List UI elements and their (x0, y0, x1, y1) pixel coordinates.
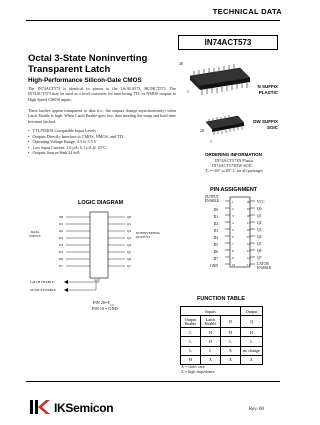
pin-4-label: D2 (213, 222, 218, 226)
pin-14-label: Q5 (257, 242, 262, 246)
pin-9-label: D7 (213, 257, 218, 261)
svg-text:Q0: Q0 (127, 215, 132, 219)
cell: X (221, 346, 241, 355)
description-paragraph-2: These latches appear transparent to data (i.e., the outputs change asynchronously) when Latch Enable is high. When Latch Enable goes low, data meeting the setup and hold time becomes latched. (28, 108, 176, 124)
pin-13-label: Q6 (257, 249, 262, 253)
function-table (180, 306, 263, 365)
n-suffix-type: PLASTIC (258, 89, 278, 95)
svg-text:D6: D6 (59, 257, 64, 261)
cell: L (181, 337, 201, 346)
pin-16-label: Q3 (257, 228, 262, 232)
feature-list (28, 128, 178, 156)
note-dont-care: X = don't care (181, 364, 205, 369)
company-logo: IKSemicon (54, 401, 114, 415)
output-enable-label: OUTPUT ENABLE (30, 288, 56, 292)
pin-6-label: D4 (213, 236, 218, 240)
cell: L (181, 346, 201, 355)
inputs-header: Inputs (181, 307, 241, 316)
function-table-title: FUNCTION TABLE (197, 296, 245, 302)
pin-num: 4 (232, 221, 234, 225)
pin-num: 14 (246, 242, 250, 246)
n-suffix-label (257, 84, 278, 95)
ordering-line-1: IN74ACT573N Plastic (215, 158, 254, 163)
svg-text:D2: D2 (59, 229, 64, 233)
cell: L (181, 328, 201, 337)
svg-text:Q5: Q5 (127, 250, 132, 254)
pin-20-label: VCC (257, 200, 265, 204)
col-q: Q (241, 316, 263, 328)
pin-num: 8 (232, 249, 234, 253)
cell: L (241, 337, 263, 346)
n-suffix-text: N SUFFIX (257, 84, 278, 89)
feature-item: • TTL/NMOS Compatible Input Levels (28, 128, 178, 134)
pin-num: 6 (232, 235, 234, 239)
data-inputs-label: DATA INPUTS (29, 230, 41, 238)
cell: H (241, 328, 263, 337)
svg-text:D4: D4 (59, 243, 64, 247)
cell: H (181, 355, 201, 364)
technical-data-heading: TECHNICAL DATA (212, 7, 282, 16)
soic-pin1-label: 1 (210, 139, 212, 144)
title-line-2: Transparent Latch (28, 64, 111, 75)
gnd-pin-note: PIN 10 = GND (92, 306, 118, 311)
pin-10-label: GND (210, 264, 218, 268)
pin-num: 1 (232, 200, 234, 204)
dw-suffix-type: SOIC (266, 124, 278, 130)
cell: L (221, 337, 241, 346)
pin-5-label: D3 (213, 229, 218, 233)
svg-text:Q6: Q6 (127, 257, 132, 261)
ordering-info-title: ORDERING INFORMATION (205, 152, 262, 157)
noninverting-outputs-label: NONINVERTING OUTPUTS (136, 231, 161, 239)
logic-diagram (30, 208, 178, 298)
feature-item: • Outputs Directly Interface to CMOS, NMOS, and TTL (28, 134, 178, 140)
pin-num: 11 (246, 263, 250, 267)
ik-logo-icon (28, 397, 54, 417)
svg-text:D5: D5 (59, 250, 64, 254)
pin-1-label: OUTPUT ENABLE (204, 195, 219, 203)
document-title (28, 53, 178, 75)
pin-assignment-title: PIN ASSIGNMENT (210, 187, 258, 193)
cell: Z (241, 355, 263, 364)
pin-left-names (206, 207, 218, 270)
pin-18-label: Q1 (257, 214, 262, 218)
ordering-line-3: Tₐ = -40° to 85° C for all packages (205, 168, 264, 173)
logic-diagram-title: LOGIC DIAGRAM (78, 200, 124, 206)
part-number-box: IN74ACT573 (178, 35, 278, 50)
title-line-1: Octal 3-State Noninverting (28, 53, 148, 64)
latch-enable-label: LATCH ENABLE (30, 280, 54, 284)
pin-num: 16 (246, 228, 250, 232)
feature-item: • Low Input Current: 1.0 µA; 0.1 µA @ 25°C (28, 145, 178, 151)
svg-text:D7: D7 (59, 264, 64, 268)
cell: X (201, 355, 221, 364)
table-row (181, 346, 263, 355)
pin-num: 10 (232, 263, 236, 267)
pin-num: 19 (246, 207, 250, 211)
pin-num: 15 (246, 235, 250, 239)
feature-item: • Operating Voltage Range: 4.5 to 5.5 V (28, 139, 178, 145)
svg-text:Q3: Q3 (127, 236, 132, 240)
cell: no change (241, 346, 263, 355)
pin-right-numbers (242, 199, 250, 269)
col-latch-enable: Latch Enable (201, 316, 221, 328)
col-d: D (221, 316, 241, 328)
svg-text:Q2: Q2 (127, 229, 132, 233)
pin-19-label: Q0 (257, 207, 262, 211)
cell: H (201, 328, 221, 337)
pin-11-label: LATCH ENABLE (257, 262, 272, 270)
pin-num: 5 (232, 228, 234, 232)
pin-12-label: Q7 (257, 256, 262, 260)
dip-package-icon (190, 64, 250, 95)
dw-suffix-text: DW SUFFIX (253, 119, 278, 124)
col-output-enable: Output Enable (181, 316, 201, 328)
pin-num: 13 (246, 249, 250, 253)
cell: H (221, 328, 241, 337)
pin-num: 2 (232, 207, 234, 211)
svg-text:Q4: Q4 (127, 243, 132, 247)
dw-suffix-label (253, 119, 278, 130)
footer-divider (26, 381, 280, 382)
pin-num: 18 (246, 214, 250, 218)
pin-num: 9 (232, 256, 234, 260)
svg-text:D3: D3 (59, 236, 64, 240)
revision-label: Rev. 00 (248, 407, 264, 412)
output-header: Output (241, 307, 263, 316)
document-subtitle: High-Performance Silicon-Gate CMOS (28, 77, 142, 84)
table-row (181, 328, 263, 337)
pin-num: 12 (246, 256, 250, 260)
header-divider (26, 20, 280, 21)
table-row (181, 337, 263, 346)
ordering-line-2: IN74ACT573DW SOIC (212, 163, 253, 168)
pin-num: 17 (246, 221, 250, 225)
pin-2-label: D0 (213, 208, 218, 212)
pin-3-label: D1 (213, 215, 218, 219)
pin-num: 7 (232, 242, 234, 246)
pin-17-label: Q2 (257, 221, 262, 225)
svg-text:Q7: Q7 (127, 264, 132, 268)
dip-pin20-label: 20 (179, 61, 183, 66)
pin-8-label: D6 (213, 250, 218, 254)
package-illustrations (178, 56, 278, 150)
svg-text:D0: D0 (59, 215, 64, 219)
cell: X (221, 355, 241, 364)
feature-item: • Outputs Source/Sink 24 mA (28, 150, 178, 156)
pin-num: 3 (232, 214, 234, 218)
cell: L (201, 346, 221, 355)
vcc-pin-text: PIN 20=V (93, 300, 111, 305)
svg-text:Q1: Q1 (127, 222, 132, 226)
description-paragraph-1: The IN74ACT573 is identical in pinout to the LS/ALS573, HC/HCT573. The IN74ACT573 may be used as a level converter for interfacing TTL or NMOS outputs to High Speed CMOS inputs. (28, 86, 176, 102)
pin-num: 20 (246, 200, 250, 204)
svg-text:D1: D1 (59, 222, 64, 226)
pin-left-numbers (232, 199, 240, 269)
soic-pin20-label: 20 (200, 128, 204, 133)
note-high-impedance: Z = high impedance (181, 369, 215, 374)
pin-7-label: D5 (213, 243, 218, 247)
dip-pin1-label: 1 (187, 89, 189, 94)
pin-right-names (257, 199, 279, 270)
cell: H (201, 337, 221, 346)
soic-package-icon (206, 115, 244, 135)
vcc-sub: CC (110, 302, 115, 307)
pin-15-label: Q4 (257, 235, 262, 239)
